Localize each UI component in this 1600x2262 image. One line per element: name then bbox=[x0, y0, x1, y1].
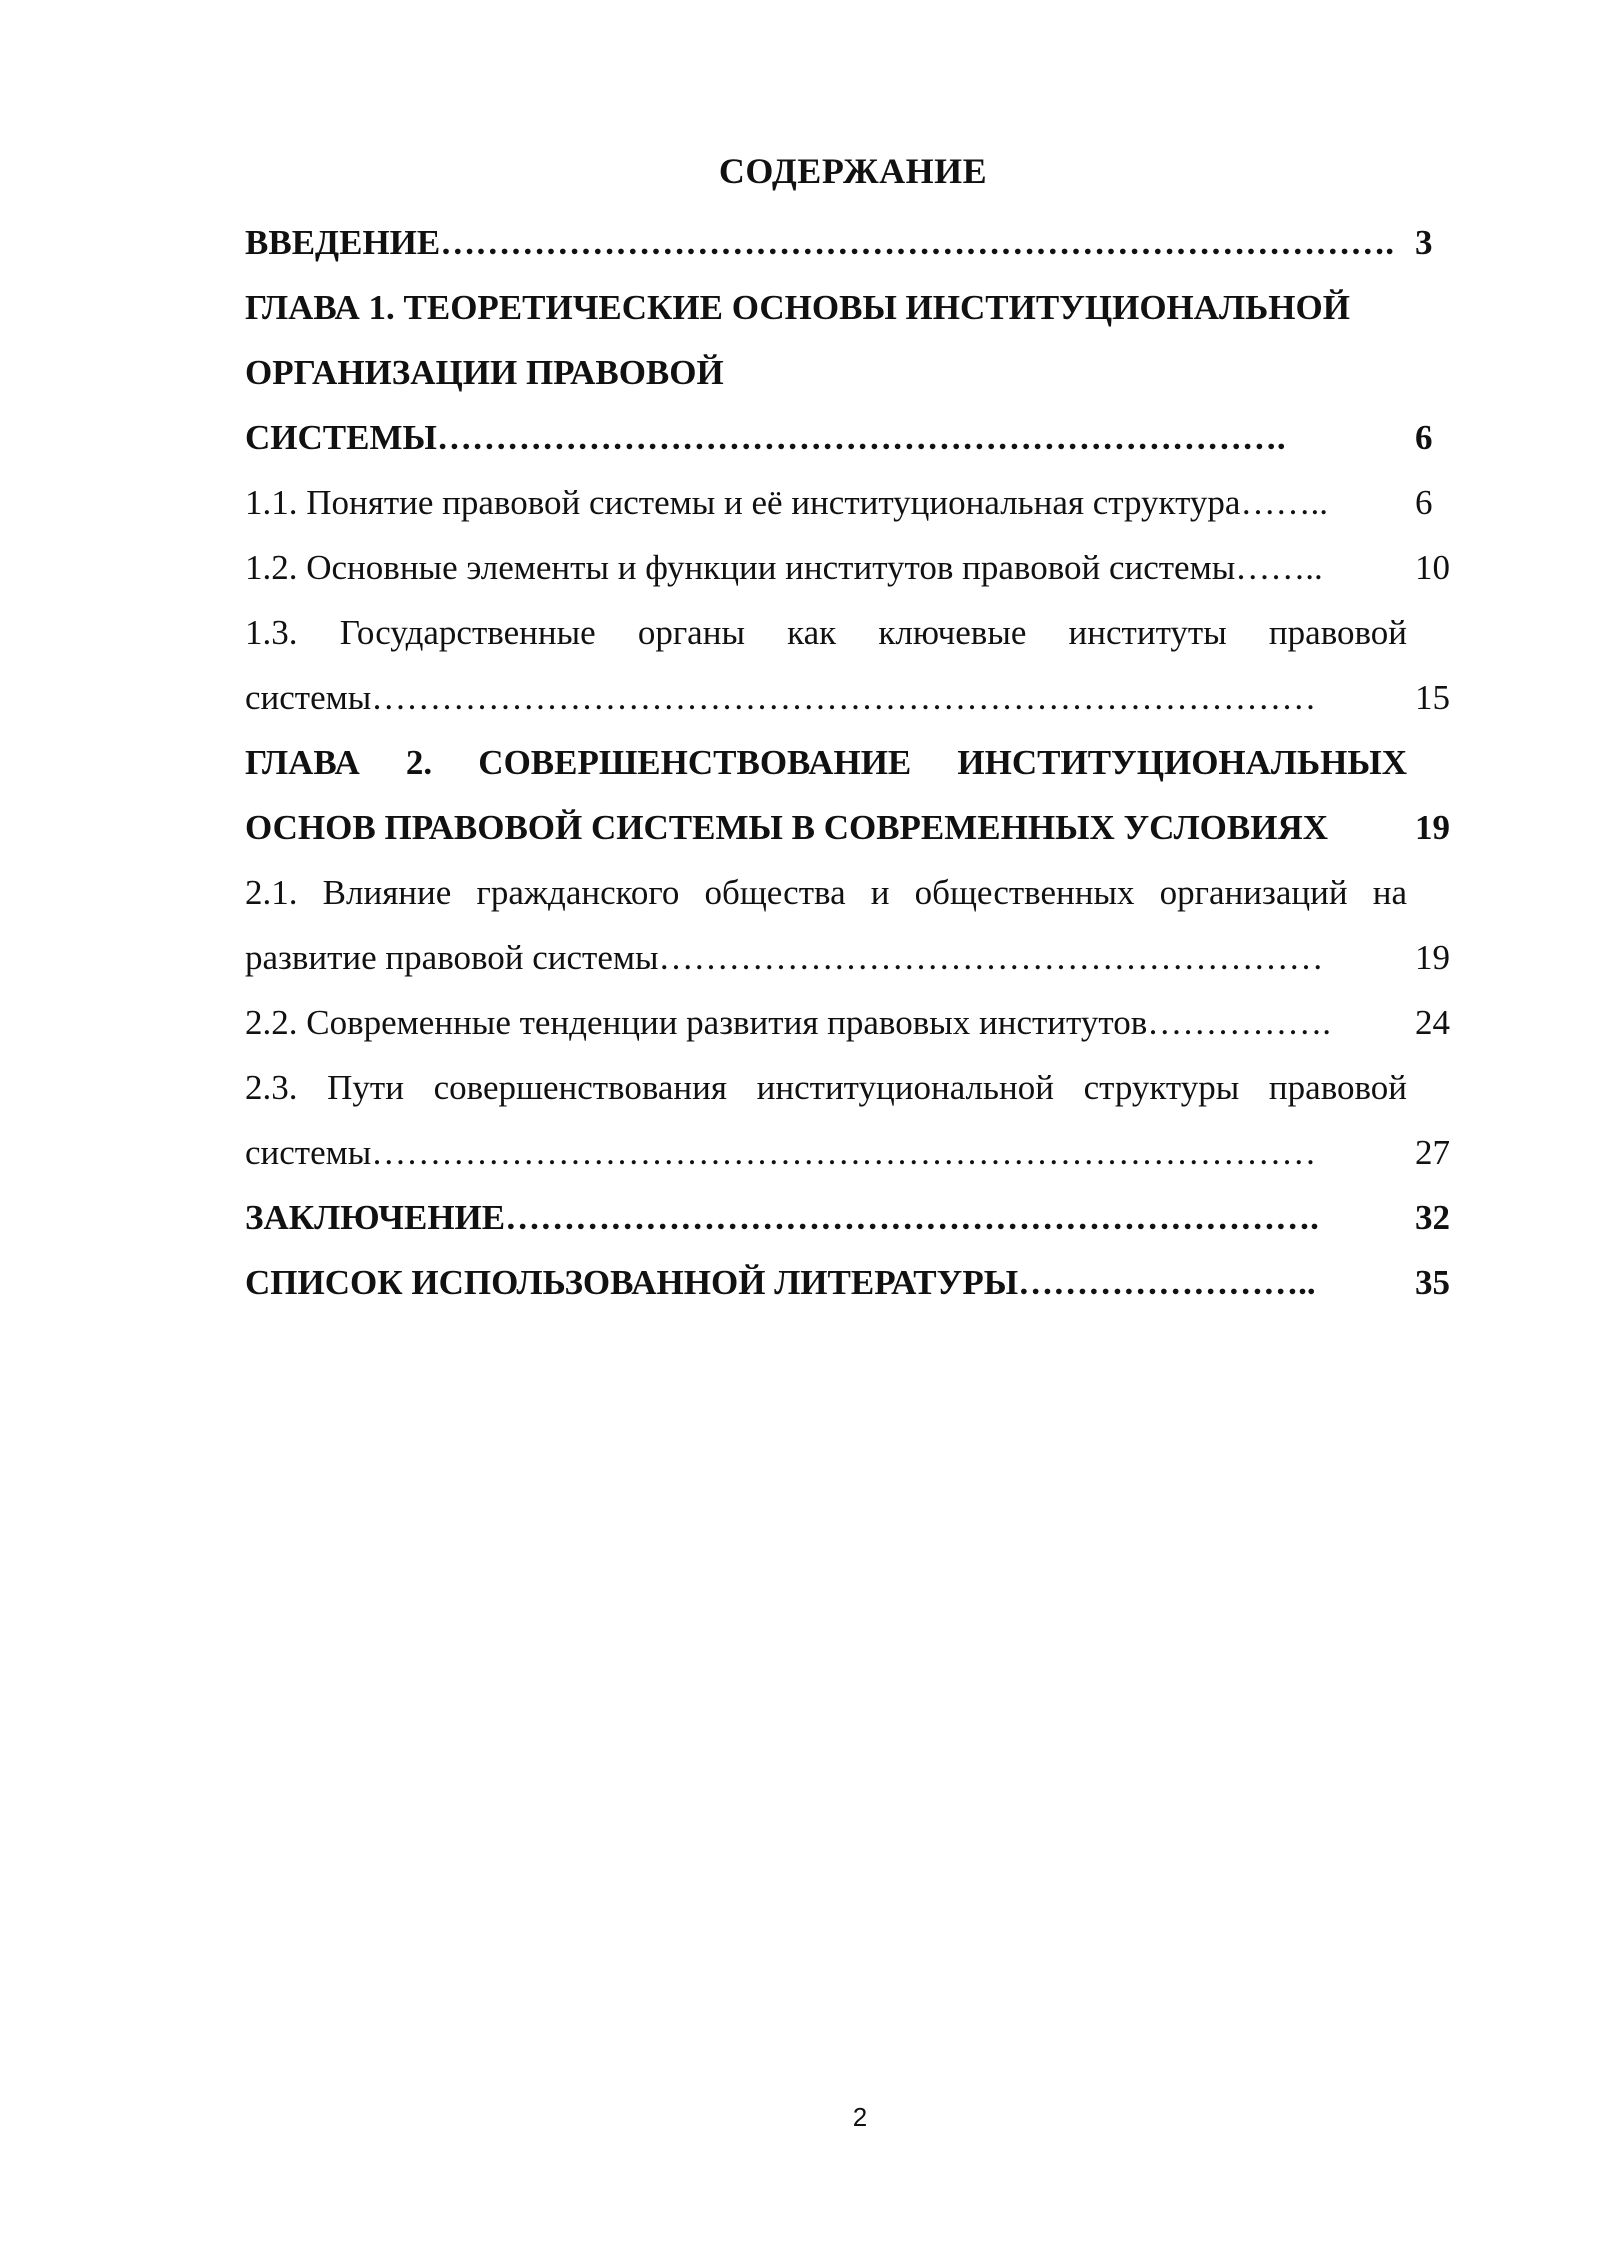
toc-entry-section-1-2[interactable] bbox=[245, 535, 1475, 600]
toc-title-text: СОДЕРЖАНИЕ bbox=[718, 151, 988, 191]
toc-entry-section-2-1[interactable] bbox=[245, 860, 1475, 990]
toc-entry-chapter-1[interactable] bbox=[245, 275, 1475, 470]
toc-entry-references[interactable] bbox=[245, 1250, 1475, 1315]
toc-page-number: 19 bbox=[1415, 808, 1450, 847]
toc-entry-text: 1.3. Государственные органы как ключевые институты правовой системы……………………………………………………………………… bbox=[245, 613, 1407, 717]
page-number: 2 bbox=[852, 2102, 868, 2132]
toc-entry-text: ЗАКЛЮЧЕНИЕ……………………………………………………………. bbox=[245, 1198, 1319, 1237]
toc-entry-text: 2.2. Современные тенденции развития правовых институтов……………. bbox=[245, 1003, 1331, 1042]
toc-entry-text: 1.2. Основные элементы и функции институтов правовой системы…….. bbox=[245, 548, 1323, 587]
toc-entry-introduction[interactable] bbox=[245, 210, 1475, 275]
toc-entry-section-2-3[interactable] bbox=[245, 1055, 1475, 1185]
toc-entry-text: ГЛАВА 2. СОВЕРШЕНСТВОВАНИЕ ИНСТИТУЦИОНАЛЬНЫХ ОСНОВ ПРАВОВОЙ СИСТЕМЫ В СОВРЕМЕННЫХ УСЛОВИЯХ bbox=[245, 743, 1407, 847]
toc-entry-text: СПИСОК ИСПОЛЬЗОВАННОЙ ЛИТЕРАТУРЫ…………………….. bbox=[245, 1263, 1316, 1302]
table-of-contents bbox=[245, 210, 1475, 1315]
toc-page-number: 19 bbox=[1415, 938, 1450, 977]
toc-page-number: 35 bbox=[1415, 1263, 1450, 1302]
toc-entry-text: 2.3. Пути совершенствования институциональной структуры правовой системы……………………………………………………………………… bbox=[245, 1068, 1407, 1172]
toc-page-number: 27 bbox=[1415, 1133, 1450, 1172]
toc-page-number: 32 bbox=[1415, 1198, 1450, 1237]
toc-entry-section-1-3[interactable] bbox=[245, 600, 1475, 730]
toc-entry-section-2-2[interactable] bbox=[245, 990, 1475, 1055]
toc-entry-text: 1.1. Понятие правовой системы и её институциональная структура…….. bbox=[245, 483, 1328, 522]
toc-page-number: 24 bbox=[1415, 1003, 1450, 1042]
toc-page-number: 6 bbox=[1415, 483, 1433, 522]
toc-page-number: 10 bbox=[1415, 548, 1450, 587]
toc-entry-chapter-2[interactable] bbox=[245, 730, 1475, 860]
toc-entry-text: ГЛАВА 1. ТЕОРЕТИЧЕСКИЕ ОСНОВЫ ИНСТИТУЦИОНАЛЬНОЙ ОРГАНИЗАЦИИ ПРАВОВОЙ СИСТЕМЫ………………………………………………………………. bbox=[245, 288, 1350, 457]
toc-entry-text: 2.1. Влияние гражданского общества и общественных организаций на развитие правовой системы………………………………………………… bbox=[245, 873, 1407, 977]
toc-page-number: 6 bbox=[1415, 418, 1433, 457]
toc-entry-conclusion[interactable] bbox=[245, 1185, 1475, 1250]
toc-title bbox=[0, 150, 1600, 192]
toc-entry-section-1-1[interactable] bbox=[245, 470, 1475, 535]
toc-page-number: 3 bbox=[1415, 223, 1433, 262]
toc-page-number: 15 bbox=[1415, 678, 1450, 717]
toc-entry-text: ВВЕДЕНИЕ………………………………………………………………………. bbox=[245, 223, 1395, 262]
